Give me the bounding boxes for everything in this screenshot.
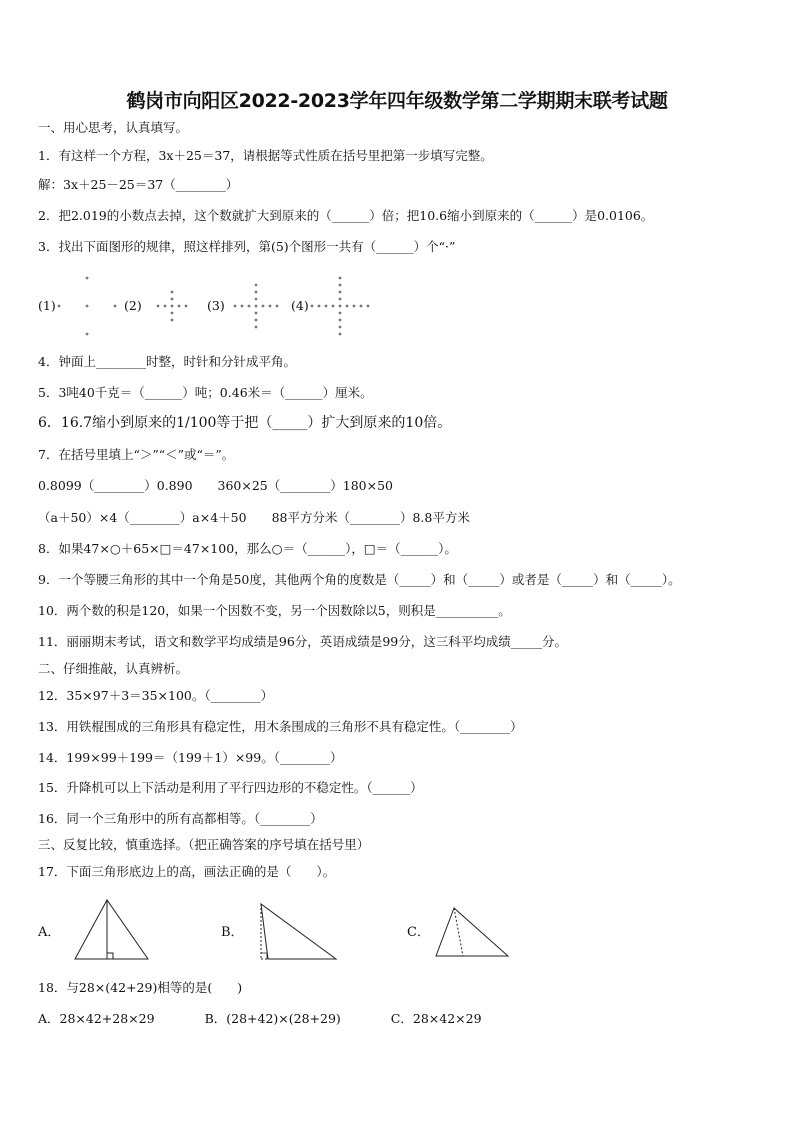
dot-fig2-4 bbox=[171, 312, 174, 315]
question-18: 18．与28×(42+29)相等的是( ) bbox=[38, 980, 243, 995]
dot-fig3-9 bbox=[234, 305, 237, 308]
dot-fig4-12 bbox=[339, 326, 342, 329]
dot-fig4-1 bbox=[332, 305, 335, 308]
figure-label-3: (3) bbox=[207, 298, 225, 313]
dot-fig3-1 bbox=[248, 305, 251, 308]
dot-fig2-7 bbox=[171, 291, 174, 294]
question-7-row-1: 0.8099（________）0.890 360×25（________）180×50 bbox=[38, 478, 393, 493]
question-18-options: A．28×42+28×29 B．(28+42)×(28+29) C．28×42×29 bbox=[38, 1011, 482, 1026]
option-c-label: C． bbox=[407, 925, 430, 940]
question-13: 13．用铁棍围成的三角形具有稳定性，用木条围成的三角形不具有稳定性。（________） bbox=[38, 719, 523, 734]
dot-fig4-5 bbox=[325, 305, 328, 308]
question-12: 12．35×97＋3＝35×100。（________） bbox=[38, 688, 274, 703]
section-3-heading: 三、反复比较，慎重选择。（把正确答案的序号填在括号里） bbox=[38, 837, 370, 852]
question-15: 15．升降机可以上下活动是利用了平行四边形的不稳定性。（______） bbox=[38, 780, 423, 795]
question-10: 10．两个数的积是120，如果一个因数不变，另一个因数除以5，则积是__________。 bbox=[38, 603, 511, 618]
dot-fig2-6 bbox=[185, 305, 188, 308]
question-4: 4．钟面上________时整，时针和分针成平角。 bbox=[38, 354, 296, 369]
dot-pattern-figures bbox=[38, 272, 378, 340]
dot-fig3-10 bbox=[276, 305, 279, 308]
question-6: 6．16.7缩小到原来的1/100等于把（_____）扩大到原来的10倍。 bbox=[38, 415, 452, 431]
question-5: 5．3吨40千克＝（______）吨；0.46米＝（______）厘米。 bbox=[38, 385, 373, 400]
question-9: 9．一个等腰三角形的其中一个角是50度，其他两个角的度数是（_____）和（_____）或者是（_____）和（_____）。 bbox=[38, 572, 681, 587]
question-3: 3．找出下面图形的规律，照这样排列，第(5)个图形一共有（______）个“·” bbox=[38, 239, 456, 254]
dot-fig2-1 bbox=[164, 305, 167, 308]
dot-fig4-3 bbox=[339, 298, 342, 301]
question-16: 16．同一个三角形中的所有高都相等。（________） bbox=[38, 811, 323, 826]
dot-fig1-4 bbox=[86, 333, 89, 336]
dot-fig3-11 bbox=[255, 284, 258, 287]
dot-fig3-4 bbox=[255, 312, 258, 315]
dot-fig4-7 bbox=[339, 291, 342, 294]
question-14: 14．199×99＋199＝（199＋1）×99。（________） bbox=[38, 750, 343, 765]
dot-fig4-16 bbox=[339, 333, 342, 336]
dot-fig2-3 bbox=[171, 298, 174, 301]
dot-fig3-3 bbox=[255, 298, 258, 301]
dot-fig1-1 bbox=[58, 305, 61, 308]
dot-fig2-0 bbox=[171, 305, 174, 308]
dot-fig3-8 bbox=[255, 319, 258, 322]
dot-fig3-12 bbox=[255, 326, 258, 329]
page-title: 鹤岗市向阳区2022-2023学年四年级数学第二学期期末联考试题 bbox=[126, 90, 668, 112]
dot-fig3-0 bbox=[255, 305, 258, 308]
dot-fig2-8 bbox=[171, 319, 174, 322]
dot-fig3-2 bbox=[262, 305, 265, 308]
figure-label-1: (1) bbox=[38, 298, 56, 313]
dot-fig3-5 bbox=[241, 305, 244, 308]
figure-label-4: (4) bbox=[291, 298, 309, 313]
dot-fig4-10 bbox=[360, 305, 363, 308]
dot-fig2-5 bbox=[157, 305, 160, 308]
question-2: 2．把2.019的小数点去掉，这个数就扩大到原来的（______）倍；把10.6缩小到原来的（______）是0.0106。 bbox=[38, 208, 654, 223]
dot-fig4-2 bbox=[346, 305, 349, 308]
section-1-heading: 一、用心思考，认真填写。 bbox=[38, 120, 189, 135]
dot-fig4-9 bbox=[318, 305, 321, 308]
dot-fig4-4 bbox=[339, 312, 342, 315]
question-7: 7．在括号里填上“＞”“＜”或“＝”。 bbox=[38, 447, 235, 462]
question-8: 8．如果47×○＋65×□＝47×100，那么○＝（______），□＝（______）。 bbox=[38, 541, 457, 556]
question-1-answer-line: 解：3x＋25－25＝37（________） bbox=[38, 177, 239, 192]
dot-fig1-3 bbox=[86, 277, 89, 280]
dot-fig1-0 bbox=[86, 305, 89, 308]
dot-fig3-6 bbox=[269, 305, 272, 308]
dot-fig1-2 bbox=[114, 305, 117, 308]
dot-fig4-13 bbox=[311, 305, 314, 308]
section-2-heading: 二、仔细推敲，认真辨析。 bbox=[38, 661, 189, 676]
dot-fig4-11 bbox=[339, 284, 342, 287]
triangle-option-a bbox=[72, 896, 152, 962]
question-7-row-2: （a＋50）×4（________）a×4＋50 88平方分米（________）8.8平方米 bbox=[38, 510, 470, 525]
dot-fig4-14 bbox=[367, 305, 370, 308]
option-b-label: B． bbox=[221, 925, 244, 940]
figure-label-2: (2) bbox=[124, 298, 142, 313]
triangle-option-c bbox=[434, 896, 514, 962]
dot-pattern-svg bbox=[38, 272, 378, 340]
option-a-label: A． bbox=[38, 925, 61, 940]
dot-fig3-7 bbox=[255, 291, 258, 294]
dot-fig4-6 bbox=[353, 305, 356, 308]
dot-fig2-2 bbox=[178, 305, 181, 308]
question-11: 11．丽丽期末考试，语文和数学平均成绩是96分，英语成绩是99分，这三科平均成绩_____分。 bbox=[38, 634, 567, 649]
dot-fig4-8 bbox=[339, 319, 342, 322]
dot-fig4-15 bbox=[339, 277, 342, 280]
triangle-option-b bbox=[254, 896, 340, 962]
question-17: 17．下面三角形底边上的高，画法正确的是（ ）。 bbox=[38, 864, 336, 879]
question-1: 1．有这样一个方程，3x＋25＝37，请根据等式性质在括号里把第一步填写完整。 bbox=[38, 148, 493, 163]
dot-fig4-0 bbox=[339, 305, 342, 308]
